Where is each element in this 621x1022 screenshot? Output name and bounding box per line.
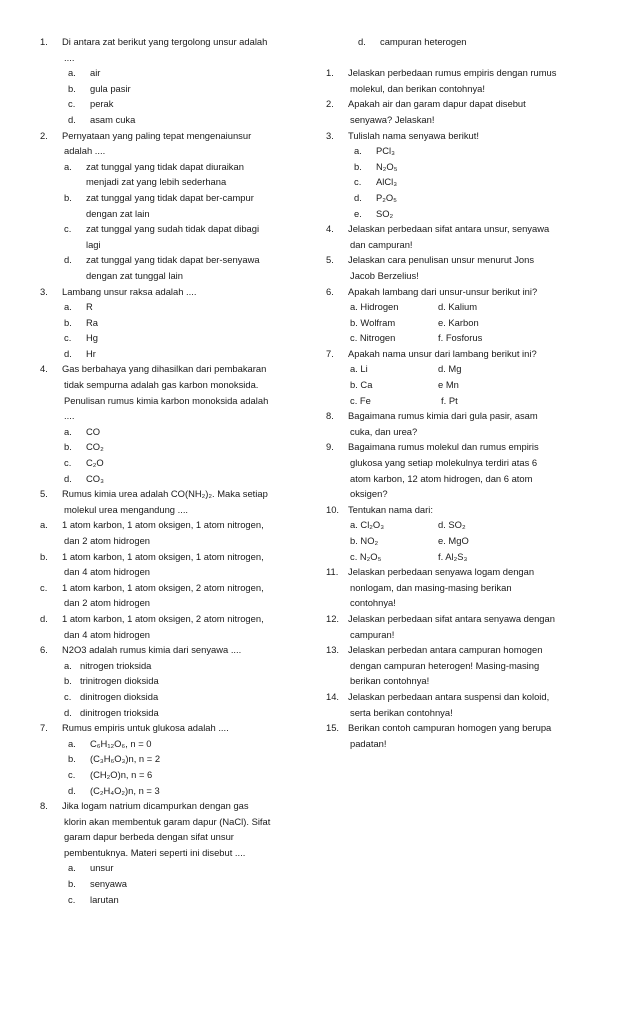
- option: [40, 190, 296, 206]
- option-letter: d.: [64, 706, 72, 718]
- option-letter: a.: [64, 301, 72, 313]
- option: [40, 346, 296, 362]
- question-8: [40, 798, 296, 814]
- left-column: [40, 34, 296, 907]
- option-text: zat tunggal yang tidak dapat ber-campur: [86, 191, 254, 203]
- option: e. Karbon: [438, 316, 479, 328]
- question-text: Bagaimana rumus molekul dan rumus empiris: [348, 441, 539, 453]
- option-text: dengan zat tunggal lain: [86, 269, 183, 281]
- question-number: 2.: [326, 98, 334, 110]
- option: f. Al₂S₃: [438, 550, 468, 562]
- option: b. Ca: [350, 379, 373, 391]
- option: a. Hidrogen: [350, 301, 399, 313]
- question-text: Apakah air dan garam dapur dapat disebut: [348, 98, 526, 110]
- question-number: 3.: [326, 129, 334, 141]
- option: [326, 34, 578, 50]
- question-text: Jacob Berzelius!: [350, 269, 419, 281]
- question-6: [40, 642, 296, 658]
- question-7: [40, 720, 296, 736]
- option-letter: a.: [354, 145, 362, 157]
- option-letter: c.: [68, 893, 76, 905]
- option: [40, 112, 296, 128]
- option-text: zat tunggal yang tidak dapat ber-senyawa: [86, 254, 260, 266]
- option-letter: c.: [68, 768, 76, 780]
- option-letter: b.: [64, 441, 72, 453]
- option: a. Li: [350, 363, 368, 375]
- spacer: [326, 50, 578, 66]
- option-text: lagi: [86, 238, 101, 250]
- option: [40, 517, 296, 533]
- question-text: Pernyataan yang paling tepat mengenaiunsur: [62, 129, 252, 141]
- option: b. NO₂: [350, 535, 379, 546]
- option-letter: b.: [68, 878, 76, 890]
- essay-3: [326, 128, 578, 144]
- option: [40, 330, 296, 346]
- question-5: [40, 486, 296, 502]
- option: [40, 767, 296, 783]
- question-text: Apakah lambang dari unsur-unsur berikut ini?: [348, 285, 538, 297]
- option-text: dengan zat lain: [86, 207, 150, 219]
- option: [326, 159, 578, 175]
- option-text: trinitrogen dioksida: [80, 675, 159, 687]
- option-text: zat tunggal yang sudah tidak dapat dibagi: [86, 223, 260, 235]
- question-text: Jika logam natrium dicampurkan dengan gas: [62, 800, 249, 812]
- question-text: Jelaskan perbedaan rumus empiris dengan rumus: [348, 67, 557, 79]
- option-text: AlCl₃: [376, 176, 398, 188]
- option-letter: d.: [354, 191, 362, 203]
- option: d. SO₂: [438, 519, 466, 531]
- option-text: perak: [90, 98, 114, 110]
- essay-6: [326, 284, 578, 300]
- question-text: pembentuknya. Materi seperti ini disebut ....: [64, 846, 246, 858]
- question-number: 14.: [326, 690, 340, 702]
- option-text: dan 4 atom hidrogen: [64, 566, 151, 578]
- option-text: dan 4 atom hidrogen: [64, 628, 151, 640]
- question-text: ....: [64, 410, 75, 422]
- option-letter: c.: [40, 581, 48, 593]
- option-letter: b.: [64, 675, 72, 687]
- question-text: adalah ....: [64, 145, 106, 157]
- option: [40, 580, 296, 596]
- question-number: 15.: [326, 722, 340, 734]
- option: [40, 471, 296, 487]
- option: c. Fe: [350, 394, 371, 406]
- option-letter: d.: [64, 472, 72, 484]
- option-text: dinitrogen trioksida: [80, 706, 159, 718]
- option-text: PCl₃: [376, 145, 395, 157]
- option-text: dinitrogen dioksida: [80, 690, 159, 702]
- option: [40, 673, 296, 689]
- option-letter: b.: [68, 753, 76, 765]
- essay-13: [326, 642, 578, 658]
- question-text: padatan!: [350, 737, 387, 749]
- option: f. Fosforus: [438, 332, 483, 344]
- question-text: Jelaskan perbedaan antara suspensi dan koloid,: [348, 690, 550, 702]
- option-row: [326, 549, 578, 565]
- option-text: 1 atom karbon, 1 atom oksigen, 1 atom nitrogen,: [62, 550, 264, 562]
- option: c. Nitrogen: [350, 332, 396, 344]
- option: [40, 549, 296, 565]
- option-letter: a.: [64, 160, 72, 172]
- option-text: senyawa: [90, 878, 128, 890]
- option-text: N₂O₅: [376, 160, 398, 172]
- option-letter: a.: [64, 659, 72, 671]
- question-text: N2O3 adalah rumus kimia dari senyawa ....: [62, 644, 242, 656]
- question-text: Tulislah nama senyawa berikut!: [348, 129, 479, 141]
- essay-8: [326, 408, 578, 424]
- option-text: campuran heterogen: [380, 36, 467, 47]
- option-letter: b.: [40, 550, 48, 562]
- question-number: 6.: [326, 285, 334, 297]
- essay-7: [326, 346, 578, 362]
- essay-4: [326, 221, 578, 237]
- question-text: dengan campuran heterogen! Masing-masing: [350, 659, 540, 671]
- option-letter: c.: [64, 690, 72, 702]
- option-text: menjadi zat yang lebih sederhana: [86, 176, 227, 188]
- option-text: asam cuka: [90, 113, 136, 125]
- option-text: CO₃: [86, 472, 104, 484]
- question-text: Rumus empiris untuk glukosa adalah ....: [62, 722, 229, 734]
- question-number: 5.: [40, 488, 48, 500]
- right-column: [326, 34, 578, 751]
- question-text: Jelaskan cara penulisan unsur menurut Jons: [348, 254, 535, 266]
- option-text: R: [86, 301, 93, 313]
- question-number: 8.: [40, 800, 48, 812]
- question-number: 7.: [326, 347, 334, 359]
- option-text: C₆H₁₂O₆, n = 0: [90, 737, 152, 749]
- option: [40, 424, 296, 440]
- option-text: (CH₂O)n, n = 6: [90, 768, 153, 780]
- option-text: 1 atom karbon, 1 atom oksigen, 2 atom nitrogen,: [62, 612, 264, 624]
- question-number: 8.: [326, 410, 334, 422]
- question-text: Apakah nama unsur dari lambang berikut ini?: [348, 347, 537, 359]
- question-text: Jelaskan perbedan antara campuran homogen: [348, 644, 543, 656]
- option-letter: a.: [40, 519, 48, 531]
- question-text: Gas berbahaya yang dihasilkan dari pembakaran: [62, 363, 267, 375]
- option: [40, 705, 296, 721]
- option-row: [326, 533, 578, 549]
- option-text: Hr: [86, 347, 96, 359]
- essay-5: [326, 252, 578, 268]
- question-text: Rumus kimia urea adalah CO(NH₂)₂. Maka setiap: [62, 488, 268, 500]
- question-text: klorin akan membentuk garam dapur (NaCl). Sifat: [64, 815, 271, 827]
- question-text: molekul urea mengandung ....: [64, 503, 189, 515]
- question-text: tidak sempurna adalah gas karbon monoksida.: [64, 379, 259, 391]
- question-number: 12.: [326, 612, 340, 624]
- question-text: glukosa yang setiap molekulnya terdiri atas 6: [350, 457, 538, 469]
- option: [40, 611, 296, 627]
- option-letter: e.: [354, 207, 362, 219]
- essay-10: [326, 502, 578, 518]
- option-text: Hg: [86, 332, 98, 344]
- question-number: 4.: [326, 223, 334, 235]
- option-letter: d.: [358, 36, 366, 47]
- question-text: cuka, dan urea?: [350, 425, 418, 437]
- option: [40, 860, 296, 876]
- question-number: 11.: [326, 566, 339, 578]
- option-letter: a.: [64, 425, 72, 437]
- option-text: 1 atom karbon, 1 atom oksigen, 1 atom nitrogen,: [62, 519, 264, 531]
- question-text: berikan contohnya!: [350, 675, 430, 687]
- option-letter: c.: [64, 223, 72, 235]
- option: e Mn: [438, 379, 459, 391]
- question-number: 9.: [326, 441, 334, 453]
- option: [40, 876, 296, 892]
- option-row: [326, 393, 578, 409]
- option: f. Pt: [441, 394, 458, 406]
- option-letter: d.: [64, 254, 72, 266]
- question-text: campuran!: [350, 628, 395, 640]
- option-letter: d.: [68, 113, 76, 125]
- option-letter: b.: [64, 191, 72, 203]
- option-text: (C₃H₆O₃)n, n = 2: [90, 753, 161, 765]
- option-letter: a.: [68, 67, 76, 79]
- question-number: 4.: [40, 363, 48, 375]
- question-text: senyawa? Jelaskan!: [350, 113, 435, 125]
- option-row: [326, 299, 578, 315]
- question-3: [40, 284, 296, 300]
- question-4: [40, 361, 296, 377]
- option-text: dan 2 atom hidrogen: [64, 597, 151, 609]
- question-text: molekul, dan berikan contohnya!: [350, 82, 485, 94]
- option: [326, 190, 578, 206]
- question-text: Penulisan rumus kimia karbon monoksida adalah: [64, 394, 269, 406]
- question-number: 3.: [40, 285, 48, 297]
- question-text: garam dapur berbeda dengan sifat unsur: [64, 831, 234, 843]
- option: [40, 689, 296, 705]
- question-text: Di antara zat berikut yang tergolong unsur adalah: [62, 36, 268, 47]
- option-letter: d.: [64, 347, 72, 359]
- option: d. Mg: [438, 363, 462, 375]
- option: b. Wolfram: [350, 316, 396, 328]
- question-text: contohnya!: [350, 597, 396, 609]
- option-text: nitrogen trioksida: [80, 659, 152, 671]
- question-text: serta berikan contohnya!: [350, 706, 453, 718]
- question-number: 1.: [326, 67, 334, 79]
- question-text: Tentukan nama dari:: [348, 503, 433, 515]
- option: a. Cl₂O₃: [350, 519, 385, 531]
- question-text: Lambang unsur raksa adalah ....: [62, 285, 197, 297]
- option-text: C₂O: [86, 457, 104, 469]
- option-text: CO: [86, 425, 101, 437]
- option-row: [326, 517, 578, 533]
- option: [40, 315, 296, 331]
- option-text: dan 2 atom hidrogen: [64, 535, 151, 546]
- essay-15: [326, 720, 578, 736]
- option: [40, 439, 296, 455]
- option-text: Ra: [86, 316, 98, 328]
- option-letter: a.: [68, 862, 76, 874]
- question-text: oksigen?: [350, 488, 388, 500]
- option-text: zat tunggal yang tidak dapat diuraikan: [86, 160, 244, 172]
- option-letter: d.: [40, 612, 48, 624]
- option-letter: c.: [64, 457, 72, 469]
- essay-9: [326, 439, 578, 455]
- question-number: 1.: [40, 36, 48, 47]
- option: [40, 159, 296, 175]
- question-number: 5.: [326, 254, 334, 266]
- essay-12: [326, 611, 578, 627]
- option: d. Kalium: [438, 301, 478, 313]
- option: [326, 174, 578, 190]
- option-letter: d.: [68, 784, 76, 796]
- option: [326, 143, 578, 159]
- question-number: 6.: [40, 644, 48, 656]
- question-text: atom karbon, 12 atom hidrogen, dan 6 atom: [350, 472, 533, 484]
- question-text: dan campuran!: [350, 238, 413, 250]
- question-number: 13.: [326, 644, 340, 656]
- option: [40, 221, 296, 237]
- option-text: unsur: [90, 862, 114, 874]
- option-text: CO₂: [86, 441, 104, 453]
- option-text: larutan: [90, 893, 119, 905]
- essay-11: [326, 564, 578, 580]
- option-row: [326, 377, 578, 393]
- option-letter: b.: [68, 82, 76, 94]
- question-1: [40, 34, 296, 50]
- option: [40, 736, 296, 752]
- option: [40, 299, 296, 315]
- option-text: 1 atom karbon, 1 atom oksigen, 2 atom nitrogen,: [62, 581, 264, 593]
- question-number: 7.: [40, 722, 48, 734]
- option-row: [326, 361, 578, 377]
- option: [40, 252, 296, 268]
- option-text: P₂O₅: [376, 191, 397, 203]
- option-text: air: [90, 67, 101, 79]
- option-row: [326, 315, 578, 331]
- option: [40, 658, 296, 674]
- question-text: ....: [64, 51, 75, 63]
- option-row: [326, 330, 578, 346]
- option: [40, 65, 296, 81]
- option-text: SO₂: [376, 207, 394, 219]
- question-text: Berikan contoh campuran homogen yang berupa: [348, 722, 552, 734]
- option-letter: c.: [354, 176, 362, 188]
- option-letter: c.: [64, 332, 72, 344]
- question-text: nonlogam, dan masing-masing berikan: [350, 581, 512, 593]
- essay-1: [326, 65, 578, 81]
- option: e. MgO: [438, 535, 469, 546]
- question-text: Jelaskan perbedaan senyawa logam dengan: [348, 566, 535, 578]
- option: [40, 81, 296, 97]
- essay-14: [326, 689, 578, 705]
- option-letter: a.: [68, 737, 76, 749]
- option-text: (C₂H₄O₂)n, n = 3: [90, 784, 160, 796]
- option: [40, 751, 296, 767]
- option: [40, 96, 296, 112]
- option: [40, 892, 296, 908]
- question-2: [40, 128, 296, 144]
- essay-2: [326, 96, 578, 112]
- option: [40, 783, 296, 799]
- question-text: Jelaskan perbedaan sifat antara senyawa dengan: [348, 612, 555, 624]
- option: [40, 455, 296, 471]
- option: c. N₂O₅: [350, 550, 382, 562]
- question-number: 10.: [326, 503, 340, 515]
- option-text: gula pasir: [90, 82, 131, 94]
- option: [326, 206, 578, 222]
- question-text: Bagaimana rumus kimia dari gula pasir, asam: [348, 410, 538, 422]
- option-letter: c.: [68, 98, 76, 110]
- question-number: 2.: [40, 129, 48, 141]
- question-text: Jelaskan perbedaan sifat antara unsur, senyawa: [348, 223, 550, 235]
- option-letter: b.: [354, 160, 362, 172]
- option-letter: b.: [64, 316, 72, 328]
